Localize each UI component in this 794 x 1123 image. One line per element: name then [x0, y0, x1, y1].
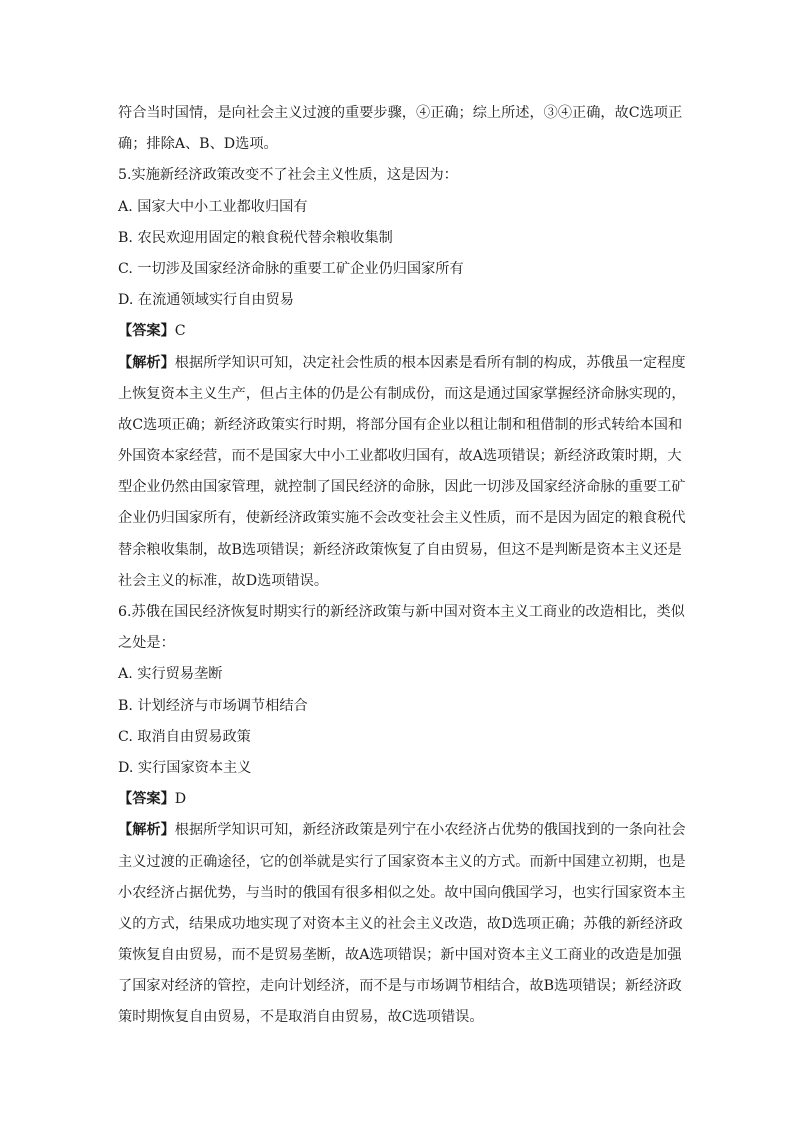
- analysis-line: 型企业仍然由国家管理，就控制了国民经济的命脉，因此一切涉及国家经济命脉的重要工矿: [118, 479, 686, 496]
- question-stem: 之处是：: [118, 635, 175, 652]
- question-stem: 5.实施新经济政策改变不了社会主义性质，这是因为：: [118, 167, 458, 184]
- option-c: C. 一切涉及国家经济命脉的重要工矿企业仍归国家所有: [118, 260, 464, 277]
- answer-line: [118, 316, 678, 347]
- text-line: 符合当时国情，是向社会主义过渡的重要步骤，④正确；综上所述，③④正确，故C选项正: [118, 105, 683, 121]
- analysis-tag: 【解析】: [118, 822, 175, 839]
- analysis-text: 根据所学知识可知，决定社会性质的根本因素是看所有制的构成，苏俄虽一定程度: [174, 354, 686, 371]
- option-b: B. 农民欢迎用固定的粮食税代替余粮收集制: [118, 229, 393, 246]
- analysis: [118, 348, 686, 598]
- answer-value: C: [174, 323, 186, 340]
- option-b: B. 计划经济与市场调节相结合: [118, 697, 308, 714]
- analysis-line: 策时期恢复自由贸易，不是取消自由贸易，故C选项错误。: [118, 1009, 484, 1026]
- analysis-line: 上恢复资本主义生产，但占主体的仍是公有制成份，而这是通过国家掌握经济命脉实现的，: [118, 385, 686, 402]
- text-line: 确；排除A、B、D选项。: [118, 136, 278, 153]
- analysis-line: 外国资本家经营，而不是国家大中小工业都收归国有，故A选项错误；新经济政策时期，大: [118, 448, 682, 465]
- analysis-line: [118, 815, 686, 846]
- analysis-line: 主义过渡的正确途径，它的创举就是实行了国家资本主义的方式。而新中国建立初期，也是: [118, 853, 686, 870]
- analysis-line: 义的方式，结果成功地实现了对资本主义的社会主义改造，故D选项正确；苏俄的新经济政: [118, 915, 683, 932]
- question-stem: 6.苏俄在国民经济恢复时期实行的新经济政策与新中国对资本主义工商业的改造相比，类似: [118, 604, 685, 620]
- previous-explanation-tail: [118, 98, 683, 160]
- option-c: C. 取消自由贸易政策: [118, 728, 251, 745]
- answer-value: D: [174, 791, 187, 808]
- answer-tag: 【答案】: [118, 791, 175, 808]
- answer-tag: 【答案】: [118, 323, 175, 340]
- analysis-line: 故C选项正确；新经济政策实行时期，将部分国有企业以租让制和租借制的形式转给本国和: [118, 416, 683, 433]
- analysis-line: 策恢复自由贸易，而不是贸易垄断，故A选项错误；新中国对资本主义工商业的改造是加强: [118, 947, 682, 964]
- answer-line: [118, 784, 678, 815]
- option-d: D. 在流通领域实行自由贸易: [118, 292, 294, 309]
- analysis-text: 根据所学知识可知，新经济政策是列宁在小农经济占优势的俄国找到的一条向社会: [174, 822, 686, 839]
- analysis-line: 社会主义的标准，故D选项错误。: [118, 572, 329, 589]
- analysis-line: 企业仍归国家所有，使新经济政策实施不会改变社会主义性质，而不是因为固定的粮食税代: [118, 510, 686, 527]
- option-d: D. 实行国家资本主义: [118, 759, 252, 776]
- question-6: [118, 597, 686, 1034]
- question-5: [118, 160, 686, 597]
- analysis: [118, 815, 686, 1033]
- analysis-line: [118, 348, 686, 379]
- analysis-line: 小农经济占据优势，与当时的俄国有很多相似之处。故中国向俄国学习，也实行国家资本主: [118, 884, 686, 901]
- analysis-tag: 【解析】: [118, 354, 175, 371]
- analysis-line: 替余粮收集制，故B选项错误；新经济政策恢复了自由贸易，但这不是判断是资本主义还是: [118, 541, 682, 558]
- option-a: A. 实行贸易垄断: [118, 666, 223, 683]
- option-a: A. 国家大中小工业都收归国有: [118, 198, 308, 215]
- analysis-line: 了国家对经济的管控，走向计划经济，而不是与市场调节相结合，故B选项错误；新经济政: [118, 978, 682, 995]
- document-page: [118, 98, 686, 1034]
